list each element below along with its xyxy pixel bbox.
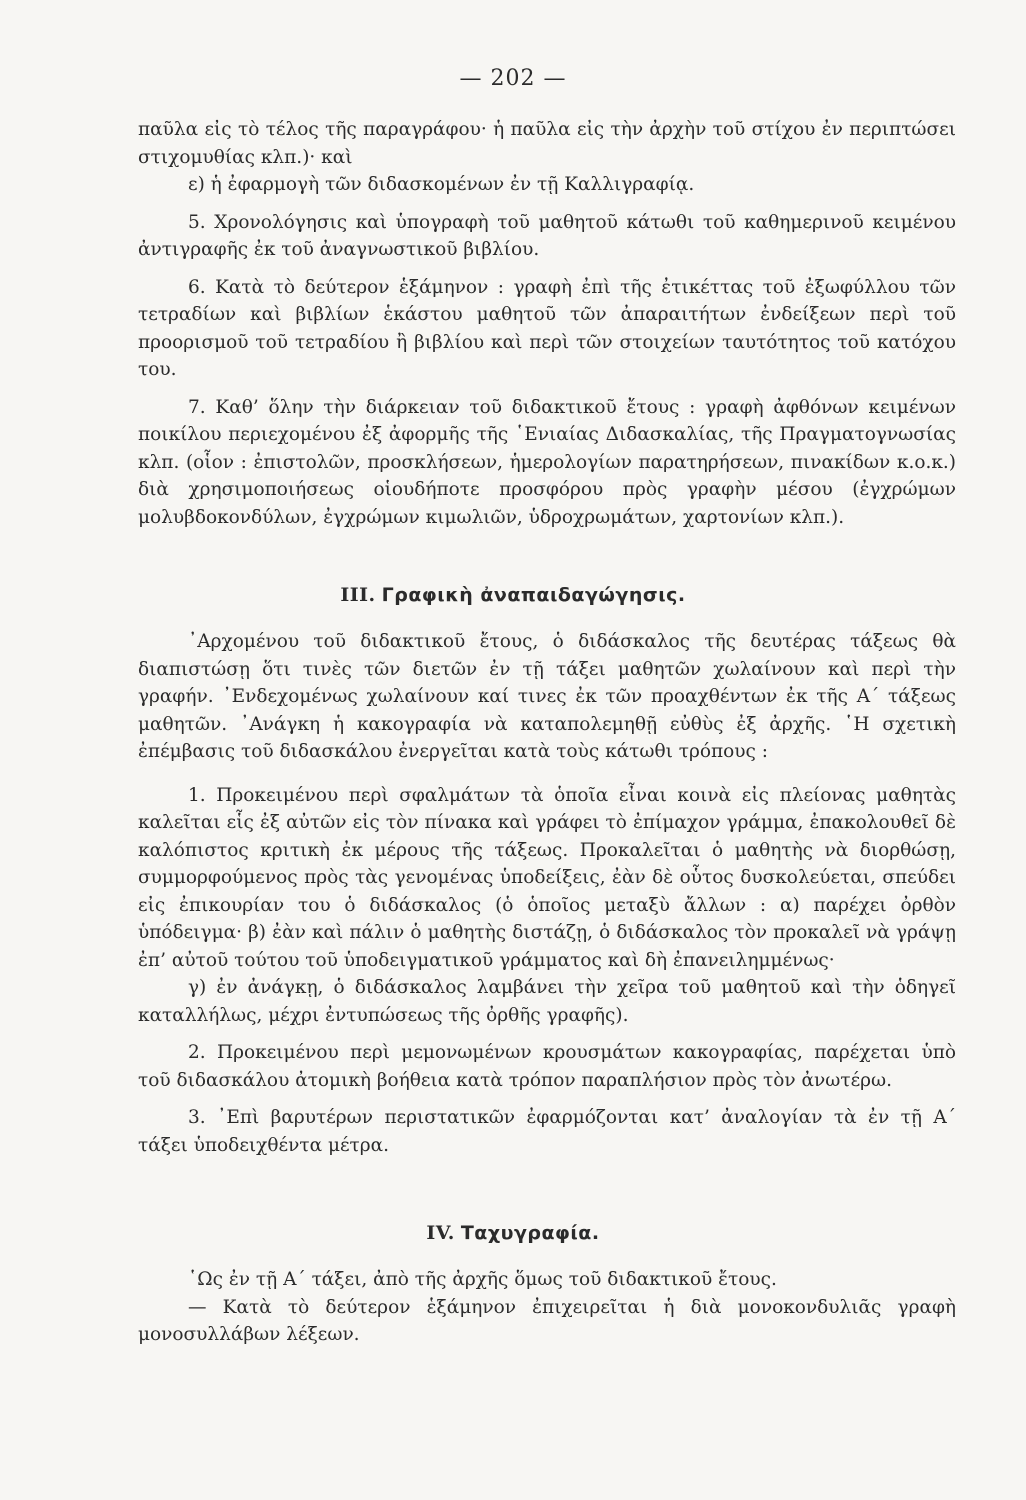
section-heading-iv xyxy=(0,1222,1026,1244)
paragraph-item-5: 5. Χρονολόγησις καὶ ὑπογραφὴ τοῦ μαθητοῦ κάτωθι τοῦ καθημερινοῦ κειμένου ἀντιγραφῆς ἐκ τοῦ ἀναγνωστικοῦ βιβλίου. xyxy=(138,211,956,260)
paragraph-item-g: γ) ἐν ἀνάγκῃ, ὁ διδάσκαλος λαμβάνει τὴν χεῖρα τοῦ μαθητοῦ καὶ τὴν ὁδηγεῖ καταλλήλως, μέχρι ἐντυπώσεως τῆς ὀρθῆς γραφῆς). xyxy=(138,977,956,1026)
paragraph-item-e: ε) ἡ ἐφαρμογὴ τῶν διδασκομένων ἐν τῇ Καλλιγραφίᾳ. xyxy=(188,174,695,195)
section-writing-skills-continued xyxy=(138,116,956,531)
paragraph-speed-intro: ῾Ως ἐν τῇ Α΄ τάξει, ἀπὸ τῆς ἀρχῆς ὅμως τοῦ διδακτικοῦ ἔτους. xyxy=(188,1269,777,1290)
section-heading-iii xyxy=(0,584,1026,606)
section-speed-writing xyxy=(138,1266,956,1349)
paragraph-intro-remedial: ᾿Αρχομένου τοῦ διδακτικοῦ ἔτους, ὁ διδάσκαλος τῆς δευτέρας τάξεως θὰ διαπιστώσῃ ὅτι τινὲς τῶν διετῶν ἐν τῇ τάξει μαθητῶν χωλαίνουν καὶ περὶ τὴν γραφήν. ᾿Ενδεχομένως χωλαίνουν καί τινες ἐκ τῶν προαχθέντων ἐκ τῆς Α΄ τάξεως μαθητῶν. ᾿Ανάγκη ἡ κακογραφία νὰ καταπολεμηθῇ εὐθὺς ἐξ ἀρχῆς. ῾Η σχετικὴ ἐπέμβασις τοῦ διδασκάλου ἐνεργεῖται κατὰ τοὺς κάτωθι τρόπους : xyxy=(138,631,956,762)
section-remedial-writing xyxy=(138,628,956,1159)
section-heading-iii-title: Γραφικὴ ἀναπαιδαγώγησις. xyxy=(381,584,686,606)
paragraph-item-3: 3. ᾿Επὶ βαρυτέρων περιστατικῶν ἐφαρμόζονται κατ’ ἀναλογίαν τὰ ἐν τῇ Α΄ τάξει ὑποδειχθέντα μέτρα. xyxy=(138,1107,956,1156)
page-number: — 202 — xyxy=(459,66,567,91)
paragraph-item-6: 6. Κατὰ τὸ δεύτερον ἑξάμηνον : γραφὴ ἐπὶ τῆς ἐτικέττας τοῦ ἐξωφύλλου τῶν τετραδίων καὶ βιβλίων ἑκάστου μαθητοῦ τῶν ἀπαραιτήτων ἐνδείξεων περὶ τοῦ προορισμοῦ τοῦ τετραδίου ἢ βιβλίου καὶ περὶ τῶν στοιχείων ταυτότητος τοῦ κατόχου του. xyxy=(138,276,956,380)
paragraph-item-7: 7. Καθ’ ὅλην τὴν διάρκειαν τοῦ διδακτικοῦ ἔτους : γραφὴ ἀφθόνων κειμένων ποικίλου περιεχομένου ἐξ ἀφορμῆς τῆς ῾Ενιαίας Διδασκαλίας, τῆς Πραγματογνωσίας κλπ. (οἷον : ἐπιστολῶν, προσκλήσεων, ἡμερολογίων παρατηρήσεων, πινακίδων κ.ο.κ.) διὰ χρησιμοποιήσεως οἱουδήποτε προσφόρου πρὸς γραφὴν μέσου (ἐγχρώμων μολυβδοκονδύλων, ἐγχρώμων κιμωλιῶν, ὑδροχρωμάτων, χαρτονίων κλπ.). xyxy=(138,396,956,528)
paragraph-item-2: 2. Προκειμένου περὶ μεμονωμένων κρουσμάτων κακογραφίας, παρέχεται ὑπὸ τοῦ διδασκάλου ἀτομικὴ βοήθεια κατὰ τρόπον παραπλήσιον πρὸς τὸν ἀνωτέρω. xyxy=(138,1042,956,1091)
paragraph-punctuation-end: παῦλα εἰς τὸ τέλος τῆς παραγράφου· ἡ παῦλα εἰς τὴν ἀρχὴν τοῦ στίχου ἐν περιπτώσει στιχομυθίας κλπ.)· καὶ xyxy=(138,119,956,168)
section-heading-iv-number: IV. xyxy=(426,1222,455,1244)
section-heading-iv-title: Ταχυγραφία. xyxy=(460,1222,600,1244)
paragraph-speed-second-semester: — Κατὰ τὸ δεύτερον ἑξάμηνον ἐπιχειρεῖται ἡ διὰ μονοκονδυλιᾶς γραφὴ μονοσυλλάβων λέξεων. xyxy=(138,1296,956,1345)
paragraph-item-1: 1. Προκειμένου περὶ σφαλμάτων τὰ ὁποῖα εἶναι κοινὰ εἰς πλείονας μαθητὰς καλεῖται εἷς ἐξ αὐτῶν εἰς τὸν πίνακα καὶ γράφει τὸ ἐπίμαχον γράμμα, ἐπακολουθεῖ δὲ καλόπιστος κριτικὴ ἐκ μέρους τῆς τάξεως. Προκαλεῖται ὁ μαθητὴς νὰ διορθώσῃ, συμμορφούμενος πρὸς τὰς γενομένας ὑποδείξεις, ἐὰν δὲ οὗτος δυσκολεύεται, σπεύδει εἰς ἐπικουρίαν του ὁ διδάσκαλος (ὁ ὁποῖος μεταξὺ ἄλλων : α) παρέχει ὀρθὸν ὑπόδειγμα· β) ἐὰν καὶ πάλιν ὁ μαθητὴς διστάζῃ, ὁ διδάσκαλος τὸν προκαλεῖ νὰ γράψῃ ἐπ’ αὐτοῦ τούτου τοῦ ὑποδειγματικοῦ γράμματος καὶ δὴ ἐπανειλημμένως· xyxy=(138,784,956,971)
section-heading-iii-number: III. xyxy=(340,584,376,606)
